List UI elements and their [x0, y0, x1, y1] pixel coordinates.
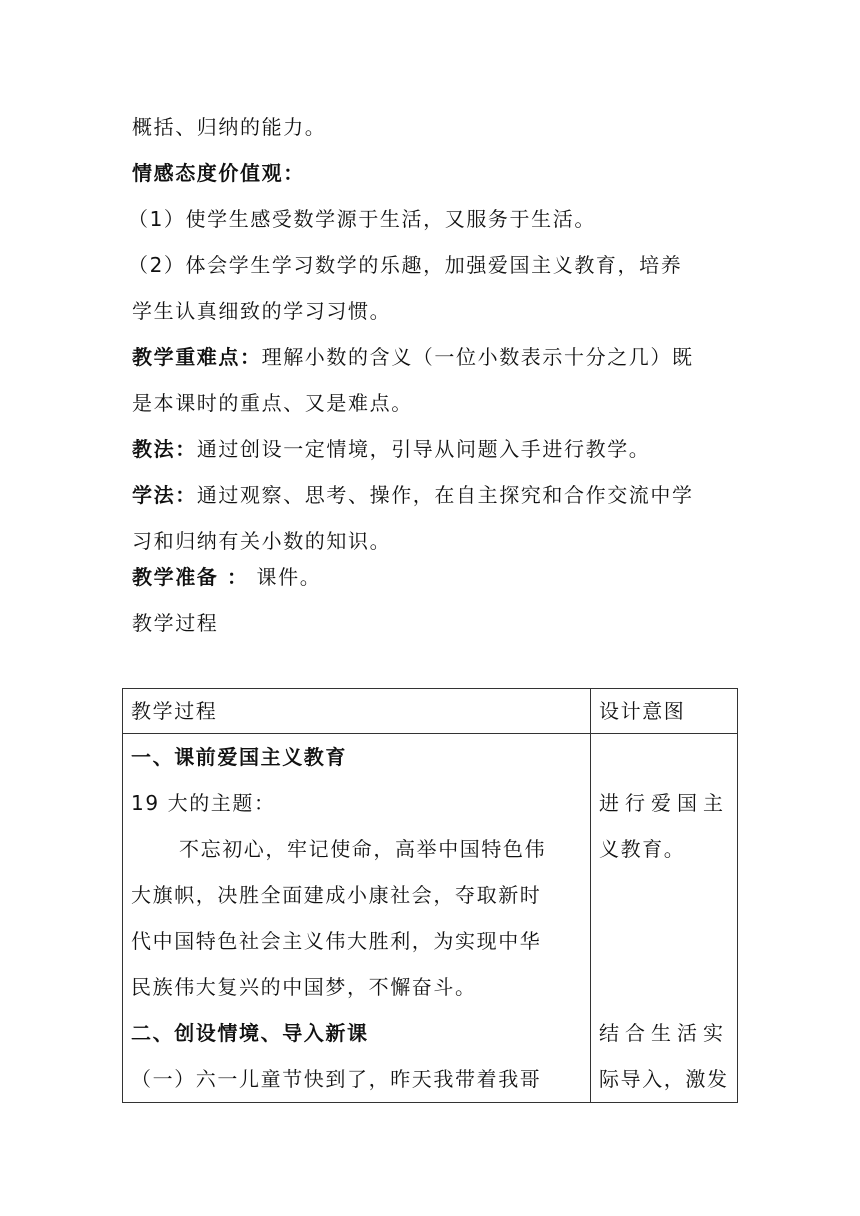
- text-line: 习和归纳有关小数的知识。: [132, 529, 392, 553]
- process-cell: [123, 734, 591, 1103]
- spacer: [599, 872, 729, 1010]
- teaching-method-label: 教法：: [132, 437, 197, 461]
- text-line: 概括、归纳的能力。: [132, 115, 327, 139]
- text-line: 结合生活实: [599, 1021, 729, 1045]
- section-heading: 二、创设情境、导入新课: [131, 1021, 369, 1045]
- preparation-text: 课件。: [248, 565, 322, 589]
- header-cell-intent: 设计意图: [591, 689, 738, 734]
- table-row: [123, 734, 738, 1103]
- text-line: 代中国特色社会主义伟大胜利，为实现中华: [131, 929, 542, 953]
- section-heading-emotion: 情感态度价值观：: [132, 161, 305, 185]
- teaching-method-line: [132, 426, 650, 472]
- text-line: 19 大的主题：: [131, 791, 276, 815]
- text-line: 学生认真细致的学习习惯。: [132, 299, 392, 323]
- process-title: 教学过程: [132, 611, 219, 635]
- section-heading: 一、课前爱国主义教育: [131, 745, 347, 769]
- learning-method-text: 通过观察、思考、操作，在自主探究和合作交流中学: [196, 483, 694, 507]
- text-line: 大旗帜，决胜全面建成小康社会，夺取新时: [131, 883, 542, 907]
- text-line: 义教育。: [599, 837, 686, 861]
- text-line: （2）体会学生学习数学的乐趣，加强爱国主义教育，培养: [128, 253, 683, 277]
- teaching-method-text: 通过创设一定情境，引导从问题入手进行教学。: [196, 437, 651, 461]
- key-points-line: [132, 334, 694, 380]
- preparation-line: [132, 554, 321, 600]
- text-line: 际导入，激发: [599, 1067, 729, 1091]
- text-line: （一）六一儿童节快到了，昨天我带着我哥: [131, 1067, 542, 1091]
- preparation-label: 教学准备 ：: [132, 565, 249, 589]
- text-line: 不忘初心，牢记使命，高举中国特色伟: [179, 837, 547, 861]
- text-line: 进行爱国主: [599, 791, 729, 815]
- text-line: 是本课时的重点、又是难点。: [132, 391, 413, 415]
- spacer: [599, 734, 729, 780]
- key-points-label: 教学重难点：: [132, 345, 262, 369]
- learning-method-line: [132, 472, 694, 518]
- learning-method-label: 学法：: [132, 483, 197, 507]
- text-line: （1）使学生感受数学源于生活，又服务于生活。: [128, 207, 596, 231]
- table-header-row: [123, 689, 738, 734]
- intent-cell: [591, 734, 738, 1103]
- key-points-text: 理解小数的含义（一位小数表示十分之几）既: [261, 345, 694, 369]
- lesson-table: [122, 688, 738, 1103]
- text-line: 民族伟大复兴的中国梦，不懈奋斗。: [131, 975, 477, 999]
- header-cell-process: 教学过程: [123, 689, 591, 734]
